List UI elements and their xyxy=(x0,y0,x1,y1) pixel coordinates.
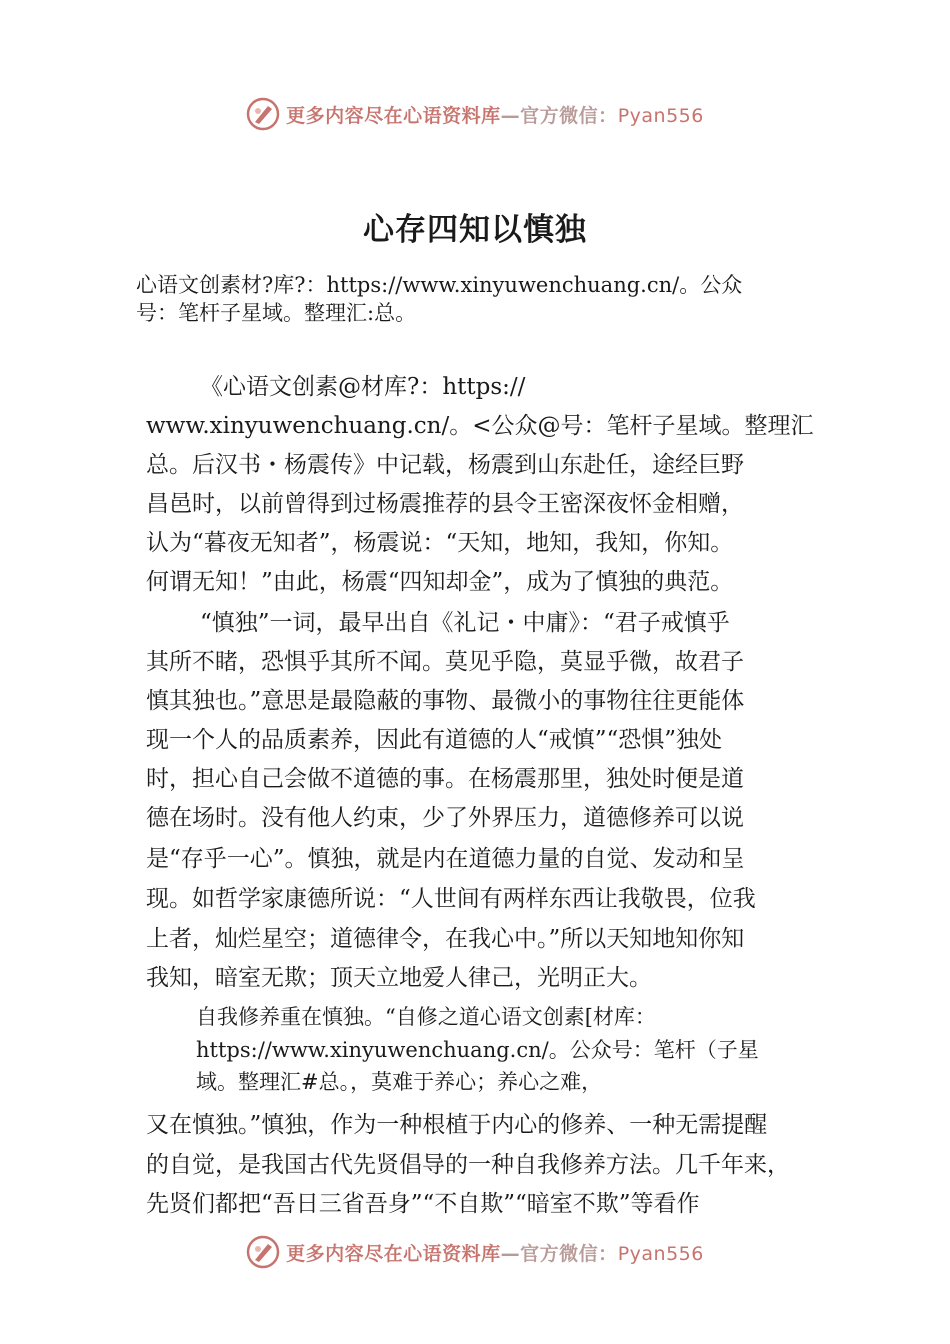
quote-line: 自我修养重在慎独。“自修之道心语文创素[材库： xyxy=(196,1005,656,1029)
quote-line: 域。整理汇#总。，莫难于养心；养心之难， xyxy=(196,1070,603,1094)
body-line: 认为“暮夜无知者”，杨震说：“天知，地知，我知，你知。 xyxy=(146,530,734,556)
page-title: 心存四知以慎独 xyxy=(363,212,587,248)
body-line: 又在慎独。”慎独，作为一种根植于内心的修养、一种无需提醒 xyxy=(146,1112,768,1138)
body-line: 时，担心自己会做不道德的事。在杨震那里，独处时便是道 xyxy=(146,766,744,792)
watermark-text: 更多内容尽在心语资料库—官方微信：Pyan556 xyxy=(286,104,704,127)
body-line: 现一个人的品质素养，因此有道德的人“戒慎”“恐惧”独处 xyxy=(146,727,723,753)
body-line: 德在场时。没有他人约束，少了外界压力，道德修养可以说 xyxy=(146,805,744,831)
watermark-text: 更多内容尽在心语资料库—官方微信：Pyan556 xyxy=(286,1242,704,1265)
pen-logo-icon xyxy=(246,1235,280,1269)
body-line: www.xinyuwenchuang.cn/。<公众@号：笔杆子星域。整理汇 xyxy=(146,413,814,439)
body-line: 上者，灿烂星空；道德律令，在我心中。”所以天知地知你知 xyxy=(146,926,745,952)
source-note xyxy=(136,271,836,327)
body-line: 现。如哲学家康德所说：“人世间有两样东西让我敬畏，位我 xyxy=(146,886,756,912)
watermark-banner-top xyxy=(0,94,950,134)
body-line: 《心语文创素@材库?：https:// xyxy=(200,374,526,400)
body-line: 总。后汉书・杨震传》中记载，杨震到山东赴任，途经巨野 xyxy=(146,452,744,478)
pen-logo-icon xyxy=(246,97,280,131)
body-line: “慎独”一词，最早出自《礼记・中庸》：“君子戒慎乎 xyxy=(200,610,730,636)
quote-line: https://www.xinyuwenchuang.cn/。公众号：笔杆（子星 xyxy=(196,1038,759,1062)
body-line: 何谓无知！”由此，杨震“四知却金”，成为了慎独的典范。 xyxy=(146,569,734,595)
body-line: 的自觉，是我国古代先贤倡导的一种自我修养方法。几千年来， xyxy=(146,1152,790,1178)
body-line: 我知，暗室无欺；顶天立地爱人律己，光明正大。 xyxy=(146,965,652,991)
source-line: 号：笔杆子星域。整理汇:总。 xyxy=(136,301,417,325)
watermark-banner-bottom xyxy=(0,1232,950,1272)
body-line: 其所不睹，恐惧乎其所不闻。莫见乎隐，莫显乎微，故君子 xyxy=(146,649,744,675)
body-line: 昌邑时，以前曾得到过杨震推荐的县令王密深夜怀金相赠， xyxy=(146,491,744,517)
body-line: 慎其独也。”意思是最隐蔽的事物、最微小的事物往往更能体 xyxy=(146,688,745,714)
body-line: 是“存乎一心”。慎独，就是内在道德力量的自觉、发动和呈 xyxy=(146,846,745,872)
body-line: 先贤们都把“吾日三省吾身”“不自欺”“暗室不欺”等看作 xyxy=(146,1191,700,1217)
source-line: 心语文创素材?库?：https://www.xinyuwenchuang.cn/。公众 xyxy=(136,273,743,297)
